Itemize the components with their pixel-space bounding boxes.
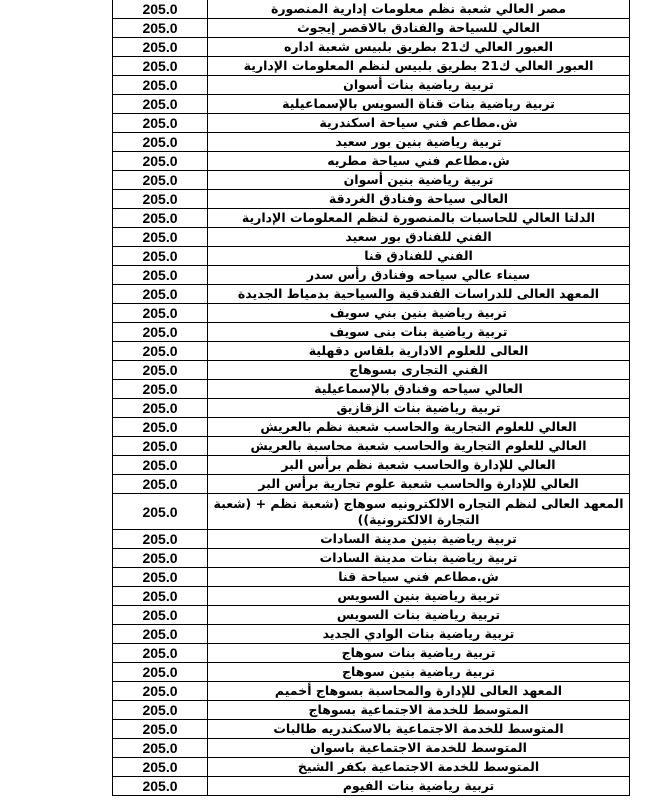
- institute-name-cell: ش.مطاعم فني سياحة قنا: [208, 568, 630, 587]
- table-row: [113, 209, 630, 228]
- score-cell: 205.0: [113, 530, 208, 549]
- score-cell: 205.0: [113, 625, 208, 644]
- score-cell: 205.0: [113, 247, 208, 266]
- institute-name-cell: الفني للفنادق قنا: [208, 247, 630, 266]
- table-row: [113, 456, 630, 475]
- institute-name-cell: العبور العالي ك21 بطريق بلبيس شعبة اداره: [208, 38, 630, 57]
- table-row: [113, 247, 630, 266]
- score-cell: 205.0: [113, 418, 208, 437]
- score-cell: 205.0: [113, 380, 208, 399]
- score-cell: 205.0: [113, 758, 208, 777]
- table-row: [113, 437, 630, 456]
- score-cell: 205.0: [113, 437, 208, 456]
- score-cell: 205.0: [113, 152, 208, 171]
- table-row: [113, 0, 630, 19]
- score-cell: 205.0: [113, 682, 208, 701]
- institute-name-cell: المعهد العالى للإدارة والمحاسبة بسوهاج أخميم: [208, 682, 630, 701]
- score-cell: 205.0: [113, 475, 208, 494]
- table-row: [113, 57, 630, 76]
- score-cell: 205.0: [113, 266, 208, 285]
- institute-name-cell: تربية رياضية بنين بور سعيد: [208, 133, 630, 152]
- table-row: [113, 494, 630, 530]
- table-row: [113, 399, 630, 418]
- institute-name-cell: ش.مطاعم فني سياحة اسكندرية: [208, 114, 630, 133]
- institute-name-cell: تربية رياضية بنات بنى سويف: [208, 323, 630, 342]
- score-cell: 205.0: [113, 0, 208, 19]
- institute-name-cell: الفني للفنادق بور سعيد: [208, 228, 630, 247]
- table-row: [113, 587, 630, 606]
- institute-name-cell: تربية رياضية بنين بني سويف: [208, 304, 630, 323]
- table-row: [113, 418, 630, 437]
- score-cell: 205.0: [113, 606, 208, 625]
- institute-name-cell: تربية رياضية بنات مدينة السادات: [208, 549, 630, 568]
- score-cell: 205.0: [113, 587, 208, 606]
- institute-name-cell: تربية رياضية بنين أسوان: [208, 171, 630, 190]
- score-cell: 205.0: [113, 399, 208, 418]
- score-cell: 205.0: [113, 739, 208, 758]
- results-table-body: [113, 0, 630, 796]
- institute-name-cell: المتوسط للخدمة الاجتماعية بالاسكندريه طالبات: [208, 720, 630, 739]
- table-row: [113, 342, 630, 361]
- score-cell: 205.0: [113, 171, 208, 190]
- score-cell: 205.0: [113, 777, 208, 796]
- institute-name-cell: المتوسط للخدمة الاجتماعية بكفر الشيخ: [208, 758, 630, 777]
- institute-name-cell: المتوسط للخدمة الاجتماعية باسوان: [208, 739, 630, 758]
- institute-name-cell: تربية رياضية بنين السويس: [208, 587, 630, 606]
- table-row: [113, 133, 630, 152]
- score-cell: 205.0: [113, 38, 208, 57]
- table-row: [113, 285, 630, 304]
- score-cell: 205.0: [113, 133, 208, 152]
- score-cell: 205.0: [113, 304, 208, 323]
- institute-name-cell: العالي للعلوم التجارية والحاسب شعبة محاسبة بالعريش: [208, 437, 630, 456]
- table-row: [113, 266, 630, 285]
- table-row: [113, 530, 630, 549]
- institute-name-cell: تربية رياضية بنات قناة السويس بالإسماعيلية: [208, 95, 630, 114]
- institute-name-cell: العالى للعلوم الادارية بلقاس دقهلية: [208, 342, 630, 361]
- table-row: [113, 568, 630, 587]
- table-row: [113, 701, 630, 720]
- score-cell: 205.0: [113, 323, 208, 342]
- institute-name-cell: تربية رياضية بنات الزقازيق: [208, 399, 630, 418]
- table-row: [113, 190, 630, 209]
- institute-name-cell: المعهد العالى للدراسات الفندقية والسياحية بدمياط الجديدة: [208, 285, 630, 304]
- table-row: [113, 380, 630, 399]
- table-row: [113, 304, 630, 323]
- table-row: [113, 171, 630, 190]
- score-cell: 205.0: [113, 19, 208, 38]
- institute-name-cell: مصر العالي شعبة نظم معلومات إدارية المنصورة: [208, 0, 630, 19]
- score-cell: 205.0: [113, 57, 208, 76]
- table-row: [113, 682, 630, 701]
- score-cell: 205.0: [113, 568, 208, 587]
- table-row: [113, 549, 630, 568]
- table-row: [113, 323, 630, 342]
- table-row: [113, 152, 630, 171]
- institute-name-cell: العالى سياحة وفنادق الغردقة: [208, 190, 630, 209]
- score-cell: 205.0: [113, 361, 208, 380]
- table-row: [113, 606, 630, 625]
- table-row: [113, 758, 630, 777]
- institute-name-cell: تربية رياضية بنات الفيوم: [208, 777, 630, 796]
- institute-name-cell: الفني التجارى بسوهاج: [208, 361, 630, 380]
- institute-name-cell: العالي للعلوم التجارية والحاسب شعبة نظم بالعريش: [208, 418, 630, 437]
- score-cell: 205.0: [113, 494, 208, 530]
- institute-name-cell: المتوسط للخدمة الاجتماعية بسوهاج: [208, 701, 630, 720]
- score-cell: 205.0: [113, 456, 208, 475]
- score-cell: 205.0: [113, 720, 208, 739]
- institute-name-cell: تربية رياضية بنات أسوان: [208, 76, 630, 95]
- institute-name-cell: العالي للإدارة والحاسب شعبة نظم برأس البر: [208, 456, 630, 475]
- institute-name-cell: العالي للإدارة والحاسب شعبة علوم تجارية برأس البر: [208, 475, 630, 494]
- institute-name-cell: تربية رياضية بنات السويس: [208, 606, 630, 625]
- institute-name-cell: تربية رياضية بنات سوهاج: [208, 644, 630, 663]
- table-row: [113, 95, 630, 114]
- institute-name-cell: الدلتا العالي للحاسبات بالمنصورة لنظم المعلومات الإدارية: [208, 209, 630, 228]
- table-row: [113, 475, 630, 494]
- score-cell: 205.0: [113, 114, 208, 133]
- score-cell: 205.0: [113, 95, 208, 114]
- results-table: [112, 0, 630, 796]
- table-row: [113, 663, 630, 682]
- table-row: [113, 76, 630, 95]
- score-cell: 205.0: [113, 701, 208, 720]
- institute-name-cell: تربية رياضية بنين سوهاج: [208, 663, 630, 682]
- institute-name-cell: العبور العالي ك21 بطريق بلبيس لنظم المعلومات الإدارية: [208, 57, 630, 76]
- score-cell: 205.0: [113, 549, 208, 568]
- institute-name-cell: تربية رياضية بنين مدينة السادات: [208, 530, 630, 549]
- institute-name-cell: المعهد العالى لنظم التجاره الالكترونيه سوهاج (شعبة نظم + (شعبة التجارة الالكترونية)): [208, 494, 630, 530]
- institute-name-cell: تربية رياضية بنات الوادي الجديد: [208, 625, 630, 644]
- institute-name-cell: العالي للسياحة والفنادق بالاقصر إيجوث: [208, 19, 630, 38]
- table-row: [113, 777, 630, 796]
- table-row: [113, 720, 630, 739]
- institute-name-cell: ش.مطاعم فني سياحة مطريه: [208, 152, 630, 171]
- score-cell: 205.0: [113, 190, 208, 209]
- table-row: [113, 114, 630, 133]
- table-row: [113, 361, 630, 380]
- table-row: [113, 739, 630, 758]
- score-cell: 205.0: [113, 209, 208, 228]
- table-row: [113, 644, 630, 663]
- table-row: [113, 228, 630, 247]
- table-row: [113, 625, 630, 644]
- score-cell: 205.0: [113, 644, 208, 663]
- score-cell: 205.0: [113, 663, 208, 682]
- institute-name-cell: العالي سياحه وفنادق بالإسماعيلية: [208, 380, 630, 399]
- score-cell: 205.0: [113, 285, 208, 304]
- score-cell: 205.0: [113, 76, 208, 95]
- institute-name-cell: سيناء عالي سياحه وفنادق رأس سدر: [208, 266, 630, 285]
- table-row: [113, 38, 630, 57]
- table-row: [113, 19, 630, 38]
- score-cell: 205.0: [113, 342, 208, 361]
- score-cell: 205.0: [113, 228, 208, 247]
